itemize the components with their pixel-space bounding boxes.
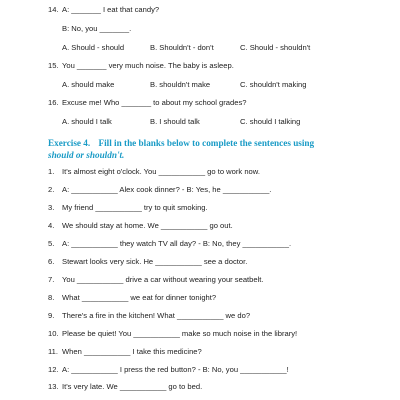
exercise-instruction-emphasis: should or shouldn't. [48,150,125,160]
item-text: A: ___________ they watch TV all day? - B: No, they ___________. [62,239,292,248]
option-a: A. should make [62,80,115,89]
exercise-instruction: Fill in the blanks below to complete the sentences using [98,138,315,148]
option-c: C. should I talking [240,117,301,126]
option-b: B. shouldn't make [150,80,211,89]
option-c: C. shouldn't making [240,80,307,89]
question-line: You _______ very much noise. The baby is asleep. [62,61,234,70]
question-number: 15. [48,61,59,70]
item-number: 6. [48,257,55,266]
item-number: 5. [48,239,55,248]
item-number: 11. [48,347,58,356]
item-number: 4. [48,221,55,230]
item-text: We should stay at home. We ___________ go out. [62,221,233,230]
option-a: A. should I talk [62,117,112,126]
item-text: Please be quiet! You ___________ make so much noise in the library! [62,329,298,338]
item-text: What ___________ we eat for dinner tonight? [62,293,217,302]
item-text: There's a fire in the kitchen! What ___________ we do? [62,311,251,320]
item-number: 10. [48,329,59,338]
item-number: 13. [48,382,59,391]
item-number: 2. [48,185,55,194]
question-line: B: No, you _______. [62,24,132,33]
item-number: 12. [48,365,59,374]
option-b: B. Shouldn't - don't [150,43,214,52]
item-text: My friend ___________ try to quit smoking. [62,203,208,212]
item-number: 7. [48,275,55,284]
item-text: It's very late. We ___________ go to bed. [62,382,203,391]
option-b: B. I should talk [150,117,200,126]
question-number: 14. [48,5,59,14]
option-c: C. Should - shouldn't [240,43,311,52]
item-text: When ___________ I take this medicine? [62,347,202,356]
exercise-4-heading [48,137,378,161]
item-number: 3. [48,203,55,212]
item-number: 1. [48,167,55,176]
question-number: 16. [48,98,59,107]
item-text: A: ___________ I press the red button? - B: No, you ___________! [62,365,289,374]
question-line: A: _______ I eat that candy? [62,5,160,14]
item-text: Stewart looks very sick. He ___________ see a doctor. [62,257,248,266]
item-text: A: ___________ Alex cook dinner? - B: Yes, he ___________. [62,185,272,194]
item-text: You ___________ drive a car without wearing your seatbelt. [62,275,264,284]
item-text: It's almost eight o'clock. You ___________ go to work now. [62,167,260,176]
option-a: A. Should - should [62,43,125,52]
item-number: 8. [48,293,55,302]
exercise-label: Exercise 4. [48,138,91,148]
question-line: Excuse me! Who _______ to about my school grades? [62,98,247,107]
item-number: 9. [48,311,55,320]
